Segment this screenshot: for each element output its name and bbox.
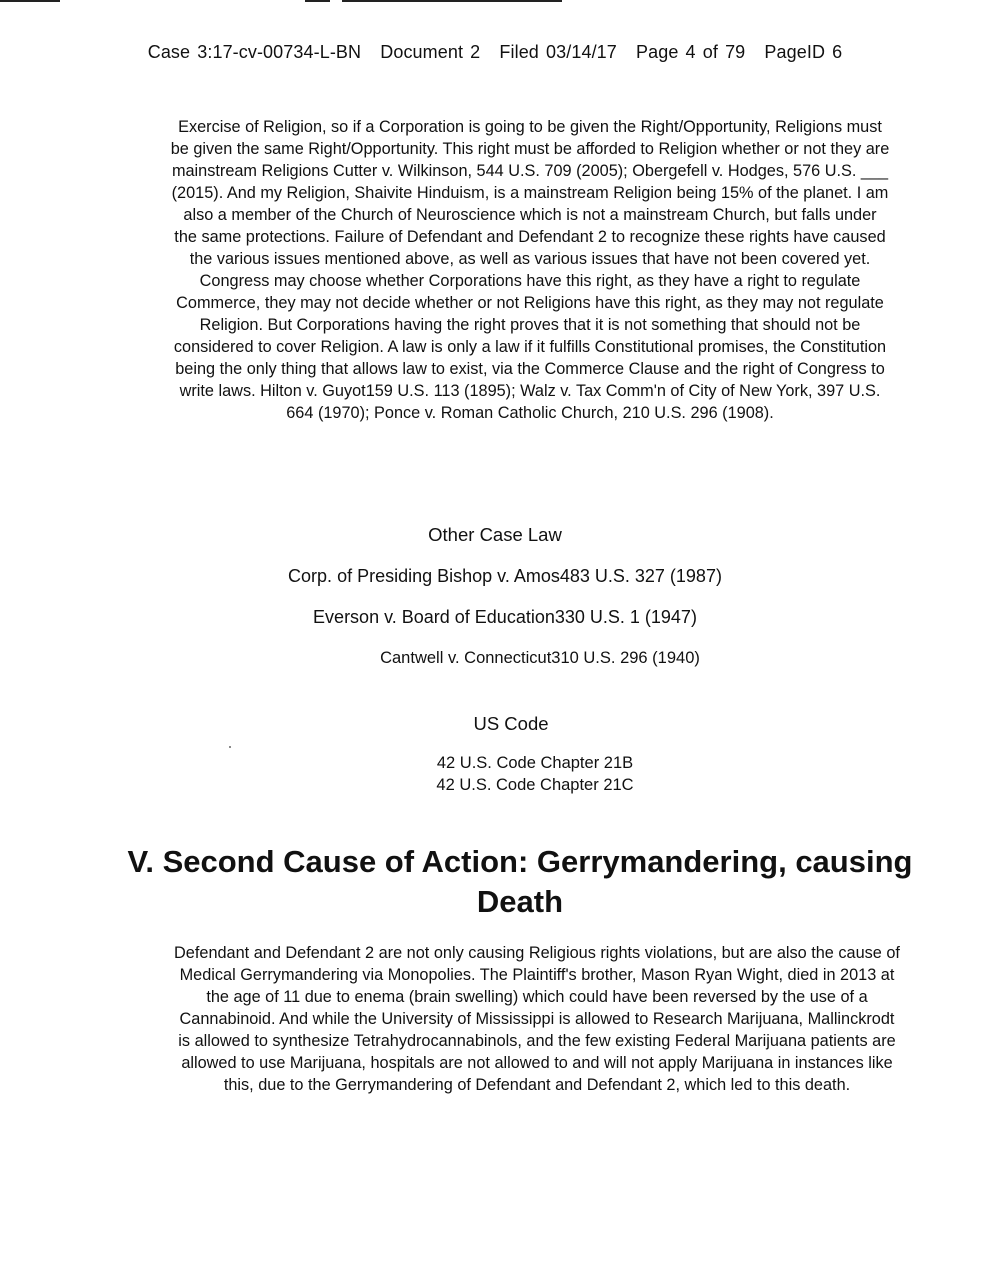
scan-artifact-line-middle — [305, 0, 330, 2]
document-number: Document 2 — [380, 42, 481, 62]
case-citation: Corp. of Presiding Bishop v. Amos483 U.S. 327 (1987) — [288, 566, 722, 586]
body-paragraph-2: Defendant and Defendant 2 are not only causing Religious rights violations, but are also the cause of Medical Gerrymandering via Monopolies. The Plaintiff's brother, Mason Ryan Wight, died in 2013 at the age of 11 due to enema (brain swelling) which could have been reversed by the use of a Cannabinoid. And while the University of Mississippi is allowed to Research Marijuana, Mallinckrodt is allowed to synthesize Tetrahydrocannabinols, and the few existing Federal Marijuana patients are allowed to use Marijuana, hospitals are not allowed to and will not apply Marijuana in instances like this, due to the Gerrymandering of Defendant and Defendant 2, which led to this death. — [174, 944, 900, 1094]
page-id: PageID 6 — [764, 42, 843, 62]
page-number: Page 4 of 79 — [636, 42, 746, 62]
body-paragraph-1: Exercise of Religion, so if a Corporation is going to be given the Right/Opportunity, Religions must be given the same Right/Opportunity. This right must be afforded to Religion whether or not they are mainstream Religions Cutter v. Wilkinson, 544 U.S. 709 (2005); Obergefell v. Hodges, 576 U.S. ___ (2015). And my Religion, Shaivite Hinduism, is a mainstream Religion being 15% of the planet. I am also a member of the Church of Neuroscience which is not a mainstream Church, but falls under the same protections. Failure of Defendant and Defendant 2 to recognize these rights have caused the various issues mentioned above, as well as various issues that have not been covered yet. Congress may choose whether Corporations have this right, as they have a right to regulate Commerce, they may not decide whether or not Religions have this right, as they may not regulate Religion. But Corporations having the right proves that it is not something that should not be considered to cover Religion. A law is only a law if it fulfills Constitutional promises, the Constitution being the only thing that allows law to exist, via the Commerce Clause and the right of Congress to write laws. Hilton v. Guyot159 U.S. 113 (1895); Walz v. Tax Comm'n of City of New York, 397 U.S. 664 (1970); Ponce v. Roman Catholic Church, 210 U.S. 296 (1908). — [170, 118, 890, 422]
us-code-item: 42 U.S. Code Chapter 21B — [436, 754, 634, 772]
us-code-title: US Code — [473, 713, 549, 734]
case-citation: Everson v. Board of Education330 U.S. 1 (1947) — [313, 607, 697, 627]
scan-artifact-line-right — [342, 0, 562, 2]
section-heading: V. Second Cause of Action: Gerrymandering, causing Death — [127, 844, 913, 919]
filed-date: Filed 03/14/17 — [499, 42, 617, 62]
scan-speck — [229, 746, 231, 748]
page-header — [0, 42, 990, 63]
us-code-item: 42 U.S. Code Chapter 21C — [436, 776, 634, 794]
case-number: Case 3:17-cv-00734-L-BN — [147, 42, 362, 62]
other-case-law-title: Other Case Law — [428, 524, 562, 545]
scan-artifact-line-left — [0, 0, 60, 2]
case-citation: Cantwell v. Connecticut310 U.S. 296 (1940) — [380, 649, 700, 667]
